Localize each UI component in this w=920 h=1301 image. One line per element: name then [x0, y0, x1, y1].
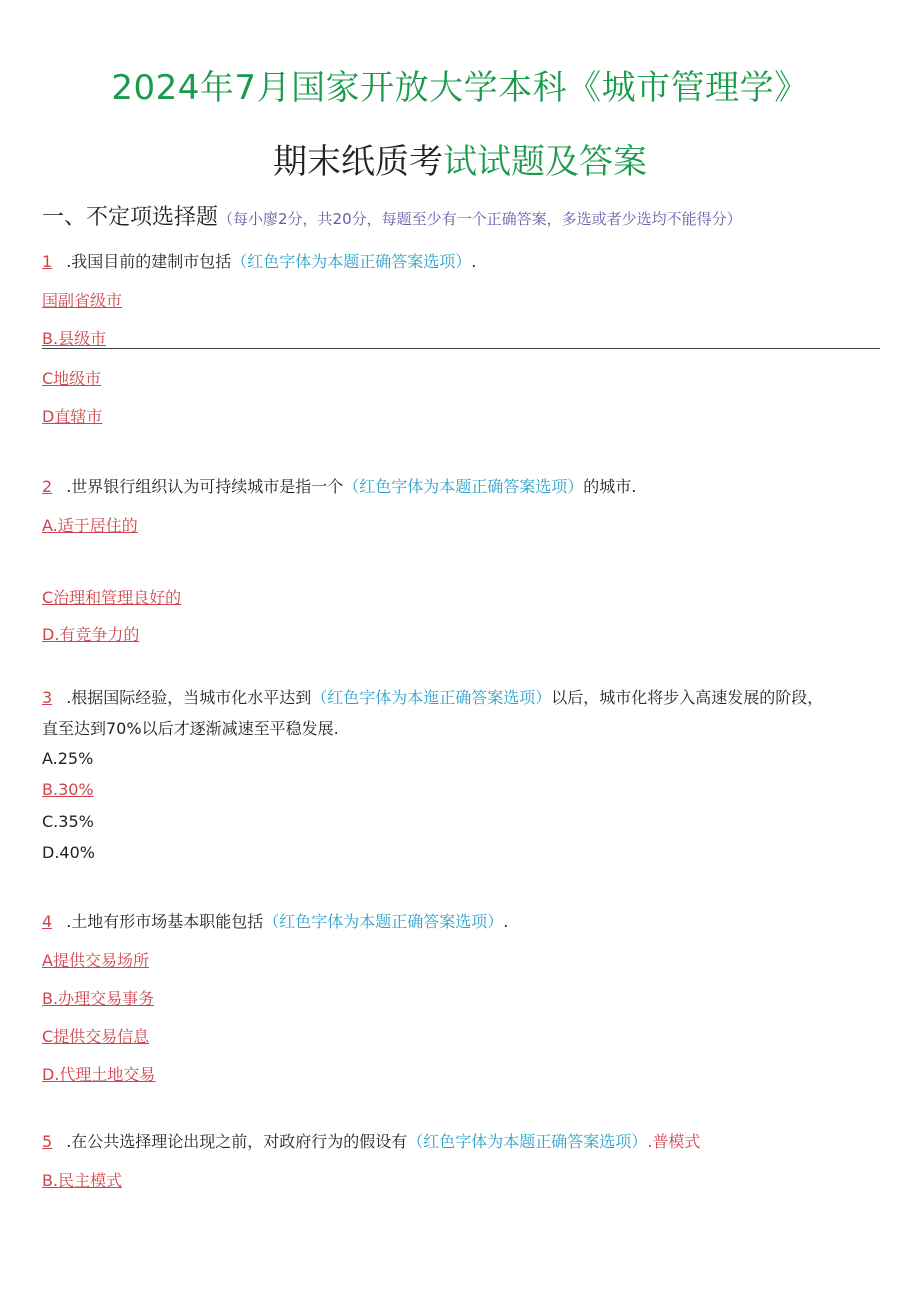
question-text: .在公共选择理论出现之前，对政府行为的假设有 [66, 1132, 408, 1151]
question-2 [42, 474, 636, 497]
option-3c: C.35% [42, 812, 94, 831]
option-1c: C地级市 [42, 369, 102, 388]
question-number: 3 [42, 688, 53, 707]
section-title: 一、不定项选择题 [42, 205, 219, 230]
question-3 [42, 685, 823, 708]
title-course-name: 《城市管理学》 [567, 68, 809, 108]
document-title-line1 [0, 60, 920, 109]
option-1b: B.县级市 [42, 329, 107, 348]
question-3-line2: 直至达到70%以后才逐渐减速至平稳发展. [42, 719, 339, 738]
question-5 [42, 1129, 700, 1152]
option-1a: 国副省级市 [42, 291, 123, 310]
question-text: .世界银行组织认为可持续城市是指一个 [66, 477, 344, 496]
answer-hint: （红色字体为本题正确答案选项） [343, 477, 584, 496]
question-1 [42, 249, 476, 272]
option-3a: A.25% [42, 749, 94, 768]
question-text: .土地有形市场基本职能包括 [66, 912, 264, 931]
answer-hint: （红色字体为本迤正确答案选项） [311, 688, 552, 707]
option-2a: A.适于居住的 [42, 516, 138, 535]
answer-hint: （红色字体为本题正确答案选项） [263, 912, 504, 931]
question-number: 1 [42, 252, 53, 271]
option-2d: D.有竞争力的 [42, 625, 140, 644]
option-4a: A提供交易场所 [42, 951, 149, 970]
question-text-end: . [503, 912, 509, 931]
question-text: .根据国际经验，当城市化水平达到 [66, 688, 312, 707]
title-line2-part2: 试试题及答案 [443, 142, 647, 182]
option-4b: B.办理交易事务 [42, 989, 155, 1008]
question-4 [42, 909, 508, 932]
question-text: .我国目前的建制市包括 [66, 252, 232, 271]
title-line1-part1: 2024年7月国家开放大学本科 [111, 68, 568, 108]
question-text-end: .普模式 [647, 1132, 701, 1151]
question-number: 5 [42, 1132, 53, 1151]
question-text-end: . [471, 252, 477, 271]
question-number: 2 [42, 477, 53, 496]
option-3d: D.40% [42, 843, 95, 862]
answer-hint: （红色字体为本题正确答案选项） [231, 252, 472, 271]
answer-hint: （红色字体为本题正确答案选项） [407, 1132, 648, 1151]
question-text-end: 以后，城市化将步入高速发展的阶段， [551, 688, 824, 707]
title-line2-part1: 期末纸质考 [273, 142, 443, 182]
question-number: 4 [42, 912, 53, 931]
section-heading [42, 200, 742, 231]
section-note: （每小廖2分，共20分，每题至少有一个正确答案，多选或者少选均不能得分） [218, 210, 742, 228]
option-1d: D直辖市 [42, 407, 103, 426]
option-5b: B.民主模式 [42, 1171, 123, 1190]
option-4d: D.代理土地交易 [42, 1065, 156, 1084]
option-4c: C提供交易信息 [42, 1027, 150, 1046]
question-text-end: 的城市. [583, 477, 637, 496]
document-title-line2 [0, 134, 920, 183]
option-2c: C治理和管理良好的 [42, 588, 182, 607]
option-3b: B.30% [42, 780, 94, 799]
horizontal-rule [42, 348, 880, 349]
